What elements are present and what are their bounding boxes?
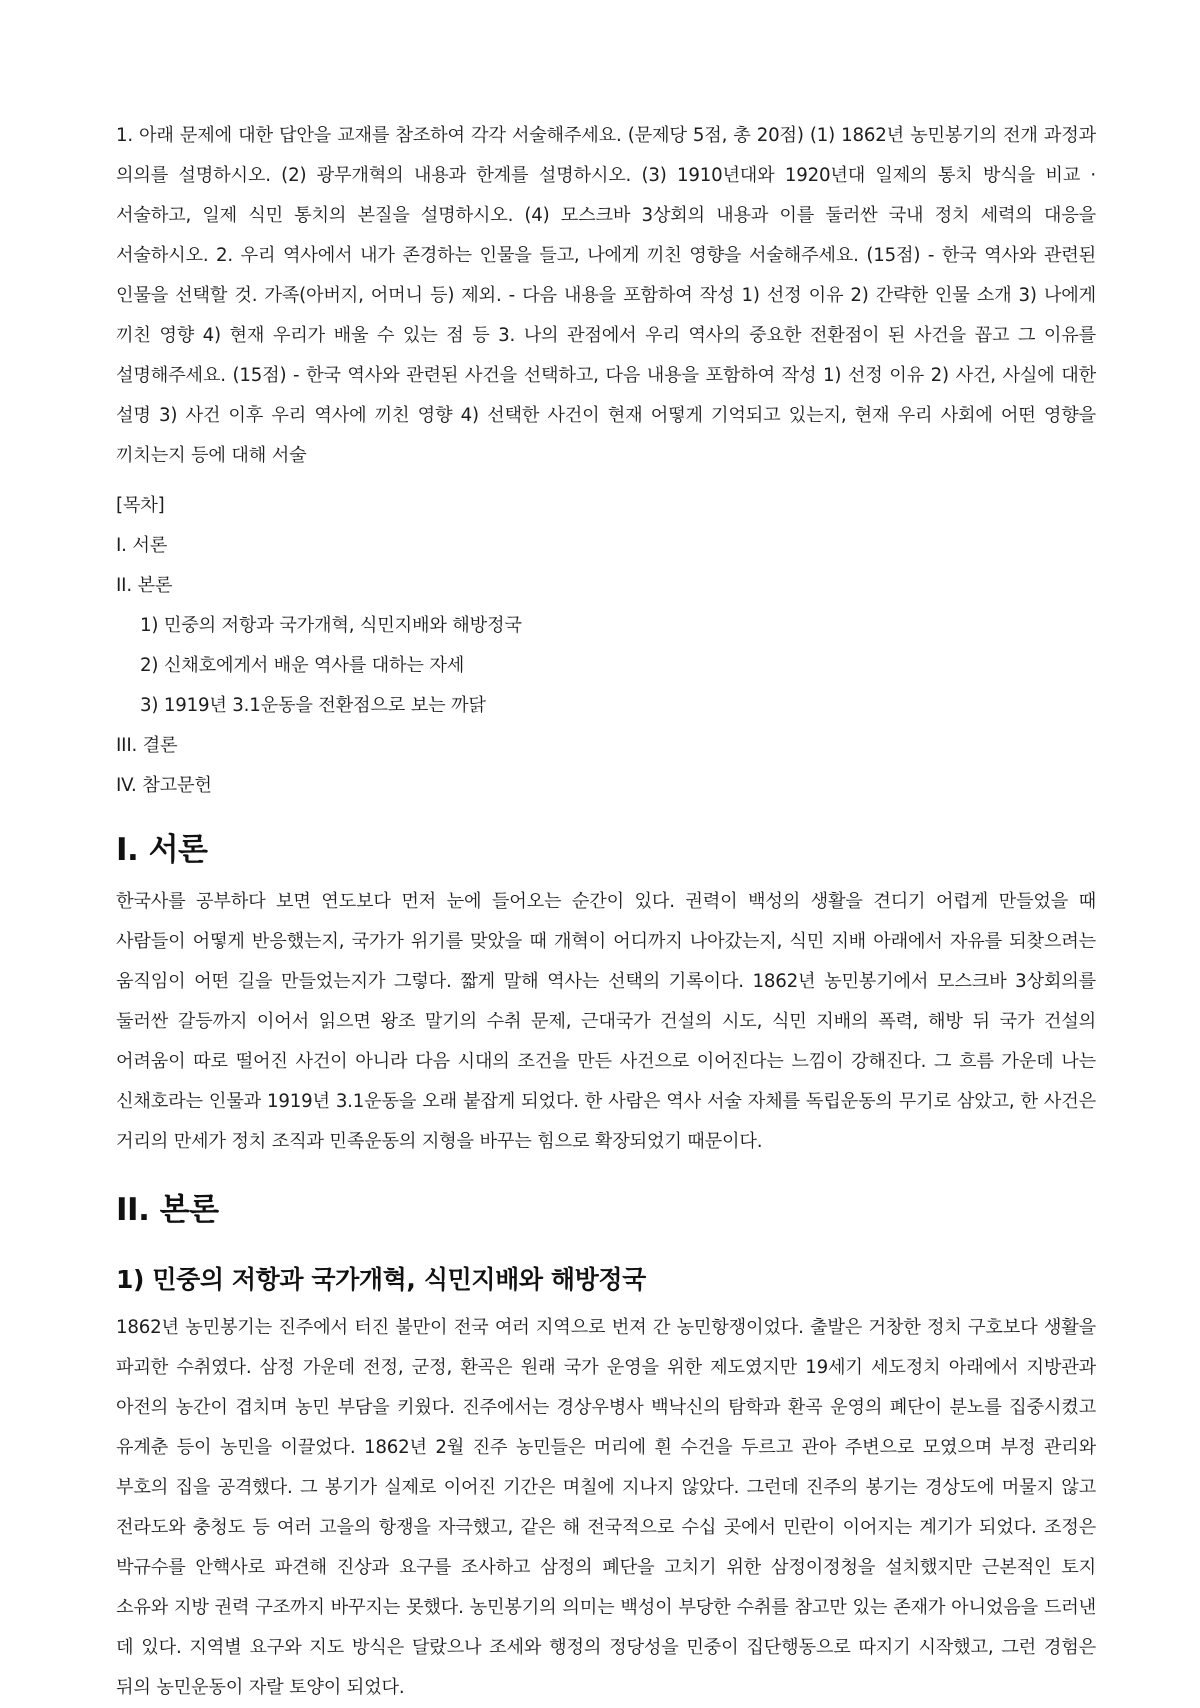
- toc-item: I. 서론: [116, 535, 168, 556]
- toc-item: III. 결론: [116, 735, 178, 756]
- toc-item: II. 본론: [116, 575, 173, 596]
- toc-item: IV. 참고문헌: [116, 775, 212, 796]
- toc-subitem: 2) 신채호에게서 배운 역사를 대하는 자세: [140, 655, 465, 676]
- table-of-contents: [116, 486, 1096, 806]
- section-heading-intro: I. 서론: [116, 832, 208, 868]
- document-page: [116, 116, 1096, 1708]
- intro-paragraph: 한국사를 공부하다 보면 연도보다 먼저 눈에 들어오는 순간이 있다. 권력이 백성의 생활을 견디기 어렵게 만들었을 때 사람들이 어떻게 반응했는지, 국가가 위기를 맞았을 때 개혁이 어디까지 나아갔는지, 식민 지배 아래에서 자유를 되찾으려는 움직임이 어떤 길을 만들었는지가 그렇다. 짧게 말해 역사는 선택의 기록이다. 1862년 농민봉기에서 모스크바 3상회의를 둘러싼 갈등까지 이어서 읽으면 왕조 말기의 수취 문제, 근대국가 건설의 시도, 식민 지배의 폭력, 해방 뒤 국가 건설의 어려움이 따로 떨어진 사건이 아니라 다음 시대의 조건을 만든 사건으로 이어진다는 느낌이 강해진다. 그 흐름 가운데 나는 신채호라는 인물과 1919년 3.1운동을 오래 붙잡게 되었다. 한 사람은 역사 서술 자체를 독립운동의 무기로 삼았고, 한 사건은 거리의 만세가 정치 조직과 민족운동의 지형을 바꾸는 힘으로 확장되었기 때문이다.: [116, 891, 1096, 1152]
- section-heading-body: II. 본론: [116, 1192, 219, 1228]
- toc-subitem: 3) 1919년 3.1운동을 전환점으로 보는 까닭: [140, 695, 486, 716]
- toc-subitem: 1) 민중의 저항과 국가개혁, 식민지배와 해방정국: [140, 615, 522, 636]
- question-paragraph: 1. 아래 문제에 대한 답안을 교재를 참조하여 각각 서술해주세요. (문제당 5점, 총 20점) (1) 1862년 농민봉기의 전개 과정과 의의를 설명하시오. (2) 광무개혁의 내용과 한계를 설명하시오. (3) 1910년대와 1920년대 일제의 통치 방식을 비교 · 서술하고, 일제 식민 통치의 본질을 설명하시오. (4) 모스크바 3상회의 내용과 이를 둘러싼 국내 정치 세력의 대응을 서술하시오. 2. 우리 역사에서 내가 존경하는 인물을 들고, 나에게 끼친 영향을 서술해주세요. (15점) - 한국 역사와 관련된 인물을 선택할 것. 가족(아버지, 어머니 등) 제외. - 다음 내용을 포함하여 작성 1) 선정 이유 2) 간략한 인물 소개 3) 나에게 끼친 영향 4) 현재 우리가 배울 수 있는 점 등 3. 나의 관점에서 우리 역사의 중요한 전환점이 된 사건을 꼽고 그 이유를 설명해주세요. (15점) - 한국 역사와 관련된 사건을 선택하고, 다음 내용을 포함하여 작성 1) 선정 이유 2) 사건, 사실에 대한 설명 3) 사건 이후 우리 역사에 끼친 영향 4) 선택한 사건이 현재 어떻게 기억되고 있는지, 현재 우리 사회에 어떤 영향을 끼치는지 등에 대해 서술: [116, 125, 1096, 466]
- subsection-1-paragraph: 1862년 농민봉기는 진주에서 터진 불만이 전국 여러 지역으로 번져 간 농민항쟁이었다. 출발은 거창한 정치 구호보다 생활을 파괴한 수취였다. 삼정 가운데 전정, 군정, 환곡은 원래 국가 운영을 위한 제도였지만 19세기 세도정치 아래에서 지방관과 아전의 농간이 겹치며 농민 부담을 키웠다. 진주에서는 경상우병사 백낙신의 탐학과 환곡 운영의 폐단이 분노를 집중시켰고 유계춘 등이 농민을 이끌었다. 1862년 2월 진주 농민들은 머리에 흰 수건을 두르고 관아 주변으로 모였으며 부정 관리와 부호의 집을 공격했다. 그 봉기가 실제로 이어진 기간은 며칠에 지나지 않았다. 그런데 진주의 봉기는 경상도에 머물지 않고 전라도와 충청도 등 여러 고을의 항쟁을 자극했고, 같은 해 전국적으로 수십 곳에서 민란이 이어지는 계기가 되었다. 조정은 박규수를 안핵사로 파견해 진상과 요구를 조사하고 삼정의 폐단을 고치기 위한 삼정이정청을 설치했지만 근본적인 토지 소유와 지방 권력 구조까지 바꾸지는 못했다. 농민봉기의 의미는 백성이 부당한 수취를 참고만 있는 존재가 아니었음을 드러낸 데 있다. 지역별 요구와 지도 방식은 달랐으나 조세와 행정의 정당성을 민중이 집단행동으로 따지기 시작했고, 그런 경험은 뒤의 농민운동이 자랄 토양이 되었다.: [116, 1317, 1096, 1698]
- subsection-heading-1: 1) 민중의 저항과 국가개혁, 식민지배와 해방정국: [116, 1265, 646, 1294]
- toc-title: [목차]: [116, 495, 165, 516]
